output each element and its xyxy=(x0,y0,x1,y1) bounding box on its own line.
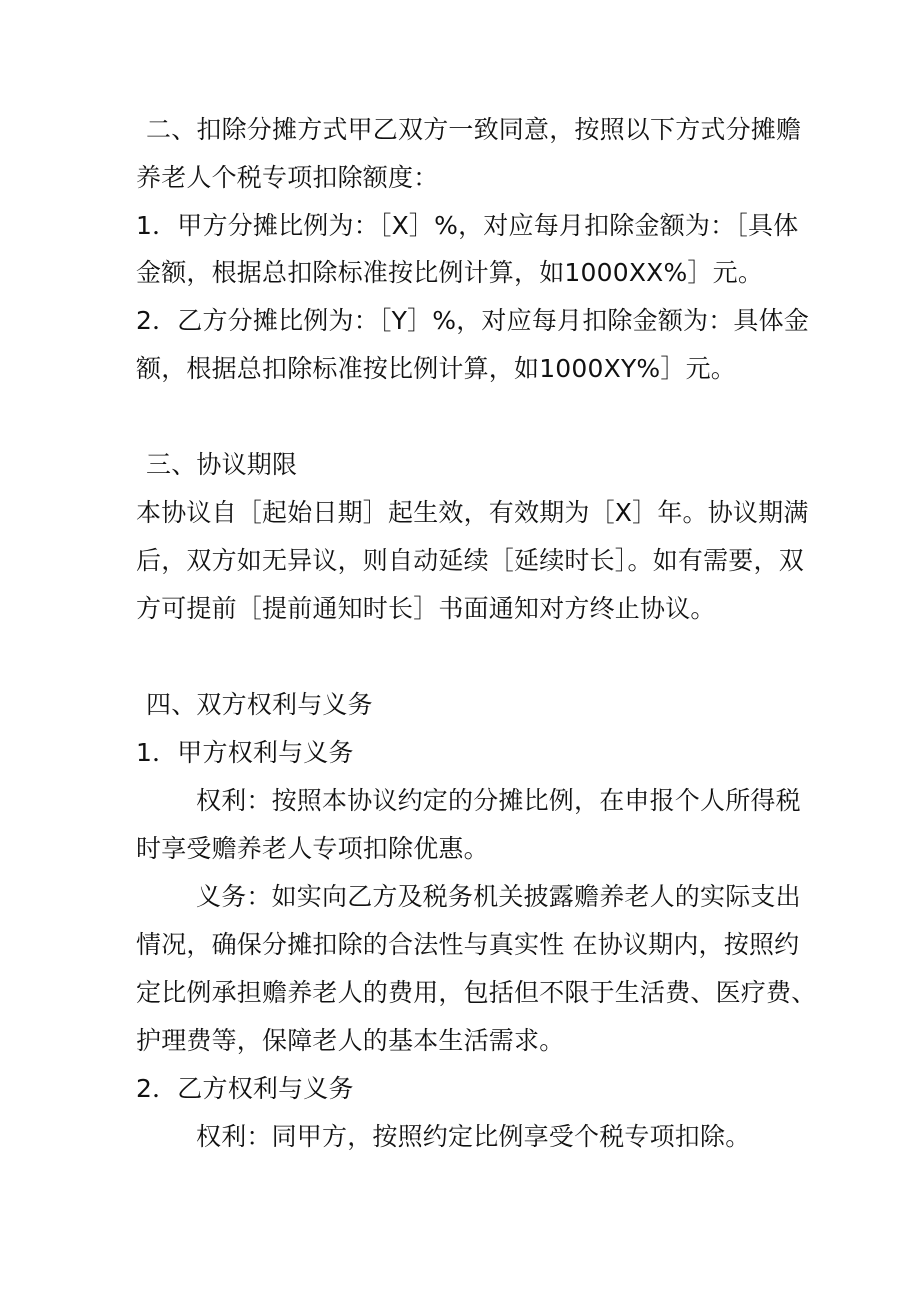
section4-sub1-duty-line2: 情况，确保分摊扣除的合法性与真实性 在协议期内，按照约 xyxy=(136,930,800,959)
section4-sub1-rights-line2: 时享受赡养老人专项扣除优惠。 xyxy=(136,834,489,863)
section2-item2-line2: 额，根据总扣除标准按比例计算，如1000XY%］元。 xyxy=(136,354,736,383)
section3-heading: 三、协议期限 xyxy=(146,450,298,479)
section2-heading-line2: 养老人个税专项扣除额度： xyxy=(136,163,439,192)
section3-para-line3: 方可提前［提前通知时长］书面通知对方终止协议。 xyxy=(136,594,716,623)
section3-para-line2: 后，双方如无异议，则自动延续［延续时长］。如有需要，双 xyxy=(136,546,804,575)
section4-sub1-duty-line4: 护理费等，保障老人的基本生活需求。 xyxy=(136,1026,565,1055)
section4-heading: 四、双方权利与义务 xyxy=(146,690,373,719)
section4-sub1-duty-line1: 义务：如实向乙方及税务机关披露赡养老人的实际支出 xyxy=(196,882,801,911)
section2-item2-line1: 2．乙方分摊比例为：［Y］%，对应每月扣除金额为：具体金 xyxy=(136,306,810,335)
section2-item1-line1: 1．甲方分摊比例为：［X］%，对应每月扣除金额为：［具体 xyxy=(136,211,799,240)
section4-sub2-rights-line1: 权利：同甲方，按照约定比例享受个税专项扣除。 xyxy=(196,1122,751,1151)
section2-item1-line2: 金额，根据总扣除标准按比例计算，如1000XX%］元。 xyxy=(136,258,764,287)
section4-sub2-heading: 2．乙方权利与义务 xyxy=(136,1074,354,1103)
section2-heading-line1: 二、扣除分摊方式甲乙双方一致同意，按照以下方式分摊赡 xyxy=(146,115,802,144)
section4-sub1-heading: 1．甲方权利与义务 xyxy=(136,738,354,767)
section4-sub1-duty-line3: 定比例承担赡养老人的费用，包括但不限于生活费、医疗费、 xyxy=(136,978,817,1007)
section4-sub1-rights-line1: 权利：按照本协议约定的分摊比例，在申报个人所得税 xyxy=(196,786,801,815)
section3-para-line1: 本协议自［起始日期］起生效，有效期为［X］年。协议期满 xyxy=(136,498,809,527)
